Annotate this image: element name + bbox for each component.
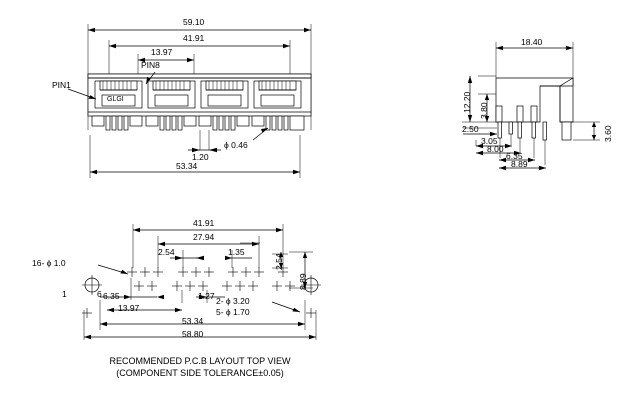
pcb-index-1: 1: [62, 289, 67, 299]
pcb-dim-1-27: 1.27: [198, 291, 215, 301]
callout-2-phi-3-20: 2- ϕ 3.20: [216, 296, 250, 306]
pcb-dim-58-80: 58.80: [182, 329, 204, 339]
dim-3-05: 3.05: [481, 136, 498, 146]
pcb-dim-2-54-h: 2.54: [158, 247, 175, 257]
pcb-caption-line2: (COMPONENT SIDE TOLERANCE±0.05): [116, 368, 284, 378]
pcb-caption-line1: RECOMMENDED P.C.B LAYOUT TOP VIEW: [109, 356, 291, 366]
dim-59-10: 59.10: [183, 17, 205, 27]
dim-41-91: 41.91: [183, 33, 205, 43]
dim-18-40: 18.40: [521, 37, 543, 47]
dim-2-50: 2.50: [462, 124, 479, 134]
callout-5-phi-1-70: 5- ϕ 1.70: [216, 307, 250, 317]
pin8-label: PIN8: [141, 60, 160, 70]
pcb-dim-8-89: 8.89: [298, 273, 308, 290]
pcb-index-6: 6: [97, 289, 102, 299]
body-marking-glgi: GLGI: [107, 96, 124, 103]
dim-13-97: 13.97: [151, 47, 173, 57]
pcb-dim-6-35: 6.35: [103, 291, 120, 301]
dim-8-00: 8.00: [487, 144, 504, 154]
pcb-dim-53-34: 53.34: [182, 316, 204, 326]
dim-8-89: 8.89: [511, 159, 528, 169]
dim-3-80: 3.80: [479, 102, 489, 119]
callout-16-phi-1-0: 16- ϕ 1.0: [32, 258, 66, 268]
pin1-label: PIN1: [52, 80, 71, 90]
dim-1-20: 1.20: [192, 152, 209, 162]
pcb-dim-27-94: 27.94: [193, 232, 215, 242]
pcb-dim-13-97: 13.97: [118, 303, 140, 313]
pcb-dim-1-35: 1.35: [228, 247, 245, 257]
pcb-dim-41-91: 41.91: [193, 218, 215, 228]
dim-12-20: 12.20: [462, 91, 472, 113]
dim-3-60: 3.60: [603, 125, 613, 142]
dim-53-34: 53.34: [176, 161, 198, 171]
dim-6-35: 6.35: [506, 151, 523, 161]
dim-phi-0-46: ϕ 0.46: [224, 140, 248, 150]
pcb-dim-2-54-v: 2.54: [274, 253, 284, 270]
